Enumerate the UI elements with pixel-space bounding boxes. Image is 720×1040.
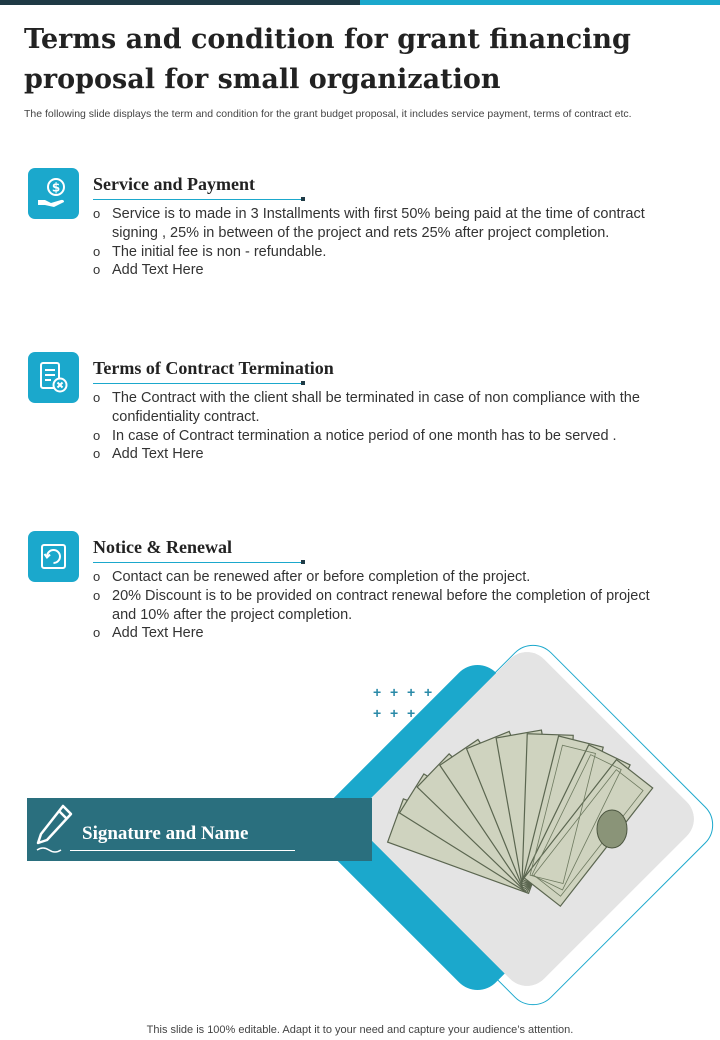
signature-band	[27, 798, 372, 861]
section-heading: Service and Payment	[93, 174, 255, 194]
bullet-list	[93, 389, 653, 464]
top-accent-bar-dark	[0, 0, 360, 5]
page-title: Terms and condition for grant financing proposal for small organization	[24, 24, 631, 95]
section-contract-termination	[0, 352, 720, 512]
document-cancel-icon	[28, 352, 79, 403]
section-underline	[93, 199, 303, 200]
section-notice-renewal	[0, 531, 720, 691]
money-fan-image	[350, 642, 704, 996]
section-service-payment	[0, 168, 720, 328]
bullet-list	[93, 205, 653, 280]
section-heading: Terms of Contract Termination	[93, 358, 334, 378]
hand-coin-icon	[28, 168, 79, 219]
list-item: o Add Text Here	[93, 445, 653, 464]
section-heading: Notice & Renewal	[93, 537, 232, 557]
bullet-list	[93, 568, 653, 643]
top-accent-bar-teal	[360, 0, 720, 5]
page-subtitle: The following slide displays the term and condition for the grant budget proposal, it includes service payment, terms of contract etc.	[24, 108, 632, 120]
renewal-icon	[28, 531, 79, 582]
list-item: o The initial fee is non - refundable.	[93, 243, 653, 262]
list-item: o In case of Contract termination a notice period of one month has to be served .	[93, 427, 653, 446]
list-item: o Service is to made in 3 Installments with first 50% being paid at the time of contract signing , 25% in between of the project and rets 25% after project completion.	[93, 205, 653, 243]
signature-label: Signature and Name	[82, 823, 249, 844]
pen-icon	[33, 802, 77, 856]
section-underline	[93, 562, 303, 563]
list-item: o Contact can be renewed after or before completion of the project.	[93, 568, 653, 587]
list-item: o The Contract with the client shall be terminated in case of non compliance with the confidentiality contract.	[93, 389, 653, 427]
section-underline	[93, 383, 303, 384]
footer-note: This slide is 100% editable. Adapt it to your need and capture your audience’s attention.	[146, 1024, 574, 1036]
list-item: o Add Text Here	[93, 261, 653, 280]
list-item: o 20% Discount is to be provided on contract renewal before the completion of project and 10% after the project completion.	[93, 587, 653, 625]
signature-underline	[70, 850, 295, 851]
list-item: o Add Text Here	[93, 624, 653, 643]
svg-text:$: $	[51, 180, 61, 195]
